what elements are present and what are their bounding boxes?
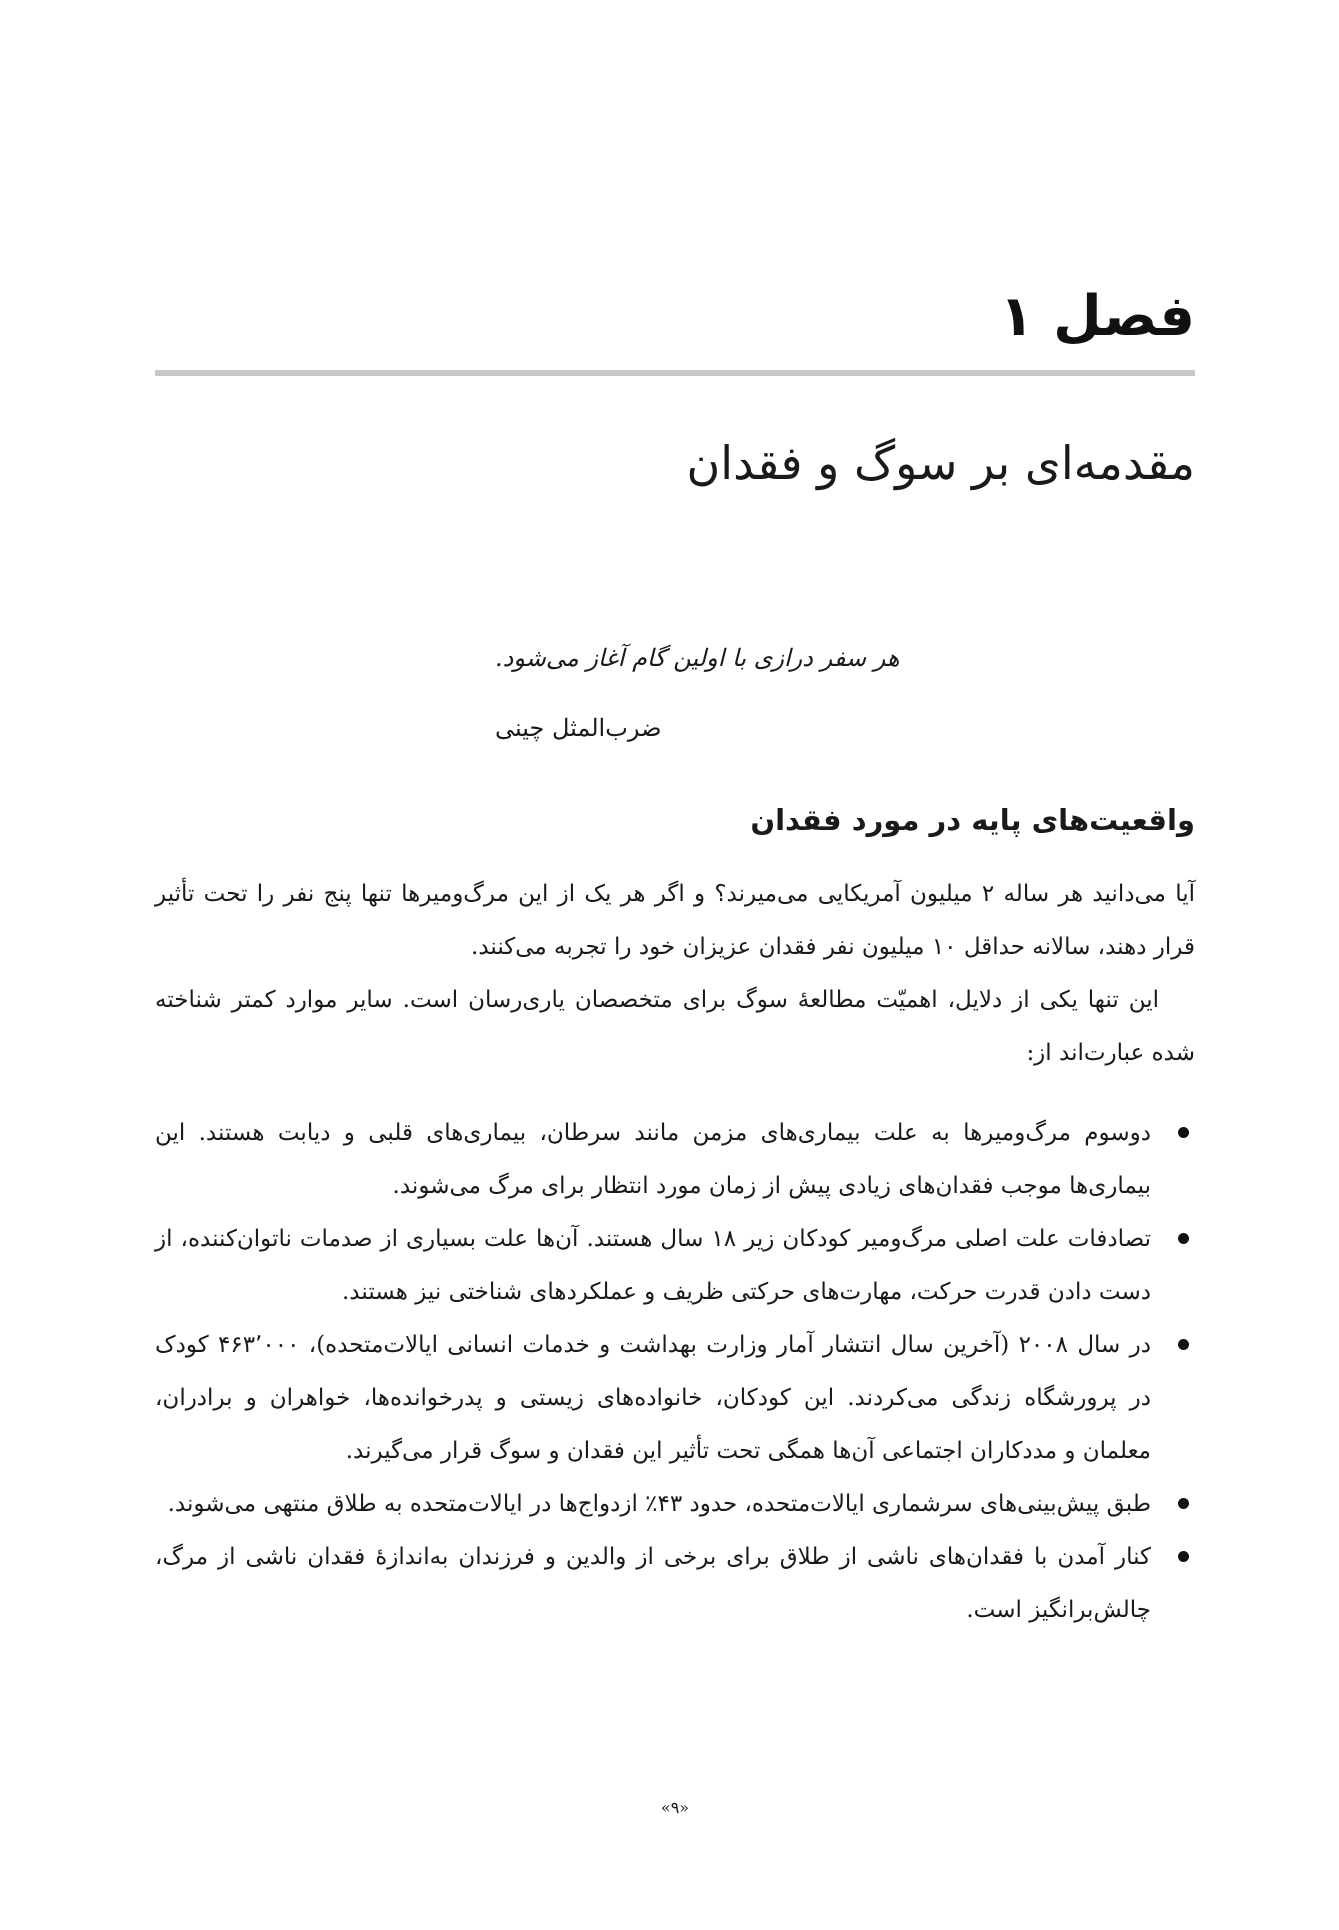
list-item-text: دوسوم مرگ‌ومیرها به علت بیماری‌های مزمن مانند سرطان، بیماری‌های قلبی و دیابت هستند. این بیماری‌ها موجب فقدان‌های زیادی پیش از زمان مورد انتظار برای مرگ می‌شوند. — [155, 1120, 1151, 1199]
list-item-text: طبق پیش‌بینی‌های سرشماری ایالات‌متحده، حدود ۴۳٪ ازدواج‌ها در ایالات‌متحده به طلاق منتهی می‌شوند. — [167, 1491, 1151, 1517]
bullet-icon — [1178, 1233, 1189, 1244]
bullet-icon — [1178, 1339, 1189, 1350]
epigraph-quote: هر سفر درازی با اولین گام آغاز می‌شود. — [495, 644, 900, 672]
list-item — [155, 1319, 1195, 1478]
chapter-divider — [155, 370, 1195, 376]
bullet-icon — [1178, 1498, 1189, 1509]
chapter-label: فصل ۱ — [999, 284, 1195, 349]
paragraph: آیا می‌دانید هر ساله ۲ میلیون آمریکایی می‌میرند؟ و اگر هر یک از این مرگ‌ومیرها تنها پنج نفر را تحت تأثیر قرار دهند، سالانه حداقل ۱۰ میلیون نفر فقدان عزیزان خود را تجربه می‌کنند. — [155, 881, 1195, 960]
list-item-text: تصادفات علت اصلی مرگ‌ومیر کودکان زیر ۱۸ سال هستند. آن‌ها علت بسیاری از صدمات ناتوان‌کننده، از دست دادن قدرت حرکت، مهارت‌های حرکتی ظریف و عملکردهای شناختی نیز هستند. — [155, 1226, 1151, 1305]
chapter-title: مقدمه‌ای بر سوگ و فقدان — [686, 436, 1195, 490]
list-item — [155, 1107, 1195, 1213]
bullet-list — [155, 1107, 1195, 1637]
list-item — [155, 1213, 1195, 1319]
list-item-text: کنار آمدن با فقدان‌های ناشی از طلاق برای برخی از والدین و فرزندان به‌اندازهٔ فقدان ناشی از مرگ، چالش‌برانگیز است. — [155, 1544, 1151, 1623]
section-body — [155, 868, 1195, 1637]
list-item — [155, 1478, 1195, 1531]
section-heading: واقعیت‌های پایه در مورد فقدان — [750, 803, 1195, 837]
list-item — [155, 1531, 1195, 1637]
book-page — [155, 0, 1195, 1930]
list-item-text: در سال ۲۰۰۸ (آخرین سال انتشار آمار وزارت بهداشت و خدمات انسانی ایالات‌متحده)، ۴۶۳٬۰۰۰ کودک در پرورشگاه زندگی می‌کردند. این کودکان، خانواده‌های زیستی و پدرخوانده‌ها، خواهران و برادران، معلمان و مددکاران اجتماعی آن‌ها همگی تحت تأثیر این فقدان و سوگ قرار می‌گیرند. — [155, 1332, 1151, 1464]
page-number: «۹» — [660, 1798, 690, 1817]
bullet-icon — [1178, 1551, 1189, 1562]
epigraph-source: ضرب‌المثل چینی — [495, 714, 662, 742]
bullet-icon — [1178, 1127, 1189, 1138]
paragraph: این تنها یکی از دلایل، اهمیّت مطالعهٔ سوگ برای متخصصان یاری‌رسان است. سایر موارد کمتر شناخته شده عبارت‌اند از: — [155, 987, 1195, 1066]
